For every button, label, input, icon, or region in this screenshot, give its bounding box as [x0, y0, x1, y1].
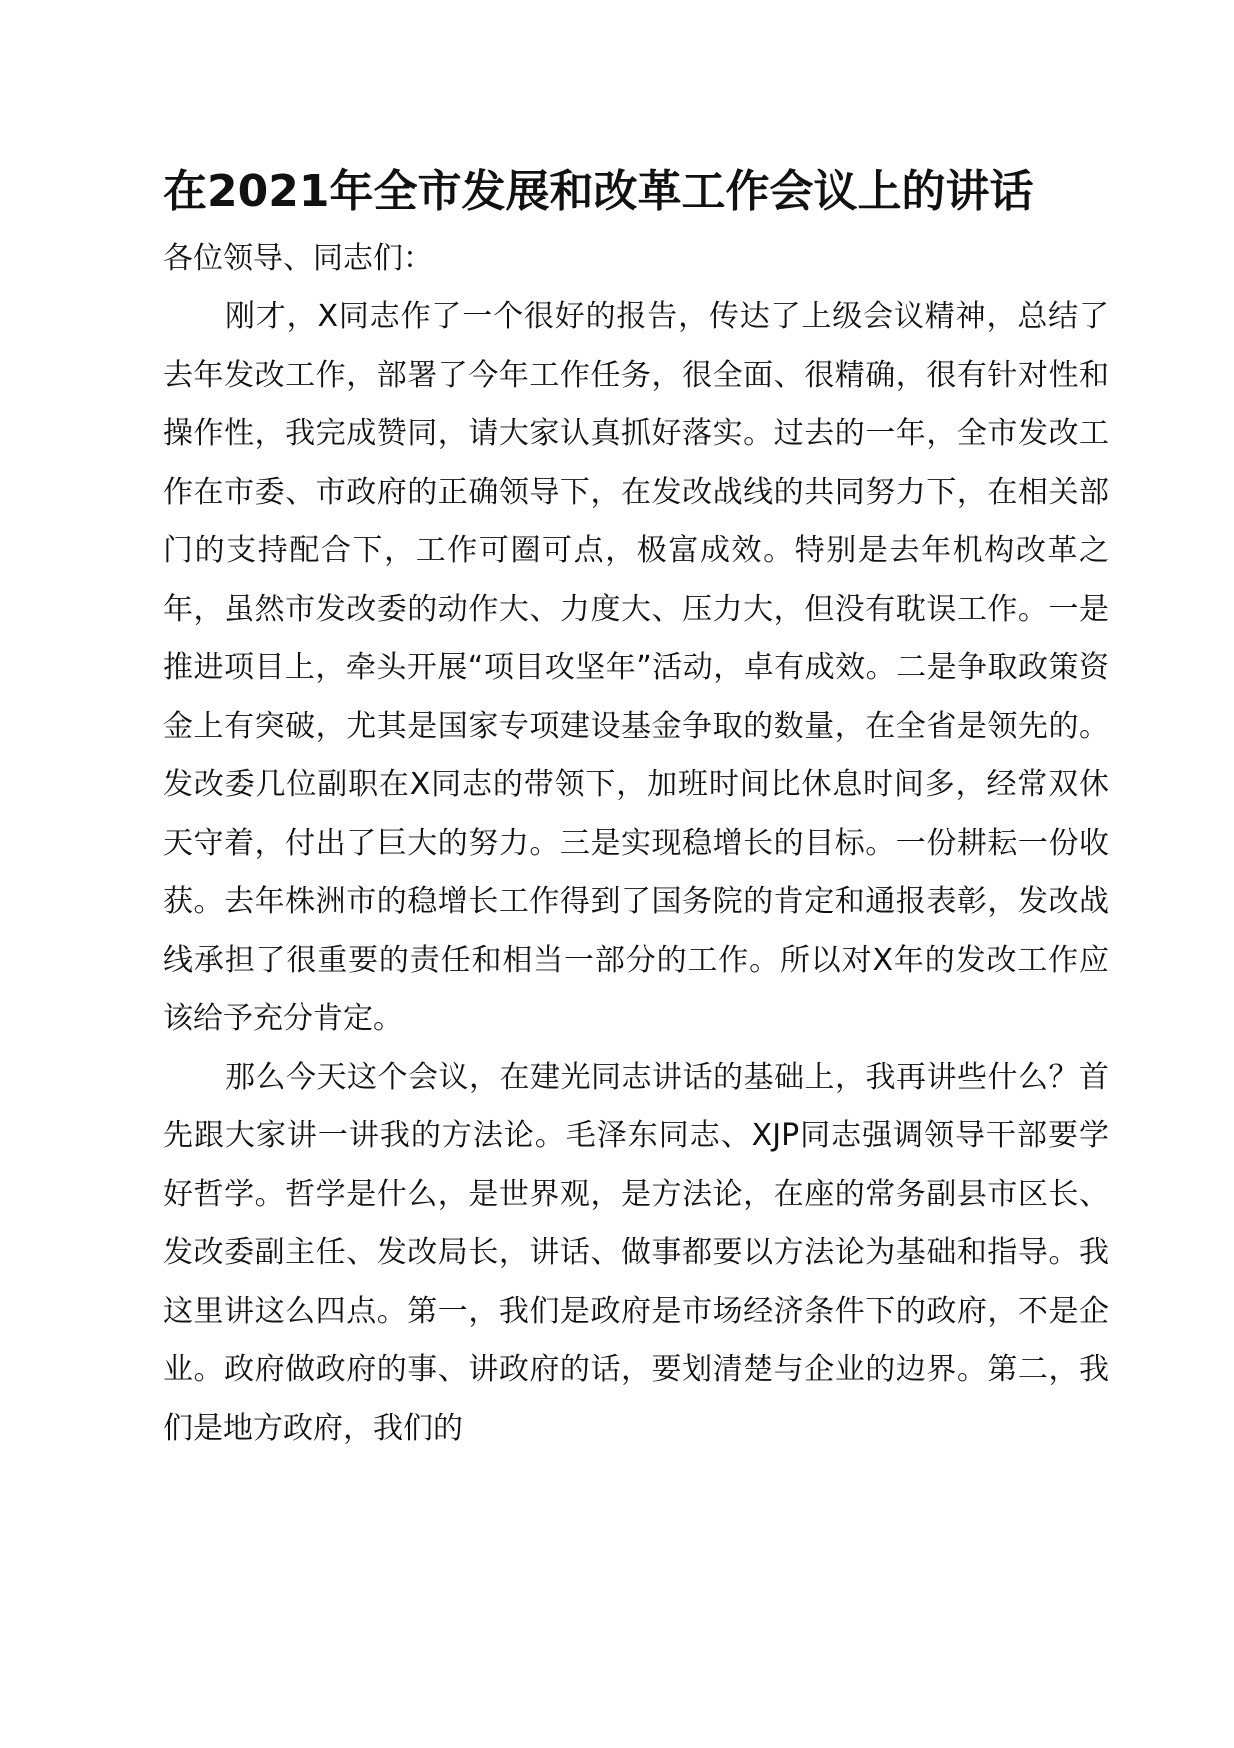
paragraph: 刚才，X同志作了一个很好的报告，传达了上级会议精神，总结了去年发改工作，部署了今年工作任务，很全面、很精确，很有针对性和操作性，我完成赞同，请大家认真抓好落实。过去的一年，全市发改工作在市委、市政府的正确领导下，在发改战线的共同努力下，在相关部门的支持配合下，工作可圈可点，极富成效。特别是去年机构改革之年，虽然市发改委的动作大、力度大、压力大，但没有耽误工作。一是推进项目上，牵头开展“项目攻坚年”活动，卓有成效。二是争取政策资金上有突破，尤其是国家专项建设基金争取的数量，在全省是领先的。发改委几位副职在X同志的带领下，加班时间比休息时间多，经常双休天守着，付出了巨大的努力。三是实现稳增长的目标。一份耕耘一份收获。去年株洲市的稳增长工作得到了国务院的肯定和通报表彰，发改战线承担了很重要的责任和相当一部分的工作。所以对X年的发改工作应该给予充分肯定。	[163, 299, 1109, 1036]
document-title: 在2021年全市发展和改革工作会议上的讲话	[163, 166, 1034, 217]
paragraph: 那么今天这个会议，在建光同志讲话的基础上，我再讲些什么？首先跟大家讲一讲我的方法论。毛泽东同志、XJP同志强调领导干部要学好哲学。哲学是什么，是世界观，是方法论，在座的常务副县市区长、发改委副主任、发改局长，讲话、做事都要以方法论为基础和指导。我这里讲这么四点。第一，我们是政府是市场经济条件下的政府，不是企业。政府做政府的事、讲政府的话，要划清楚与企业的边界。第二，我们是地方政府，我们的	[163, 1059, 1109, 1446]
greeting: 各位领导、同志们：	[163, 241, 433, 276]
document-body	[163, 160, 1109, 1458]
